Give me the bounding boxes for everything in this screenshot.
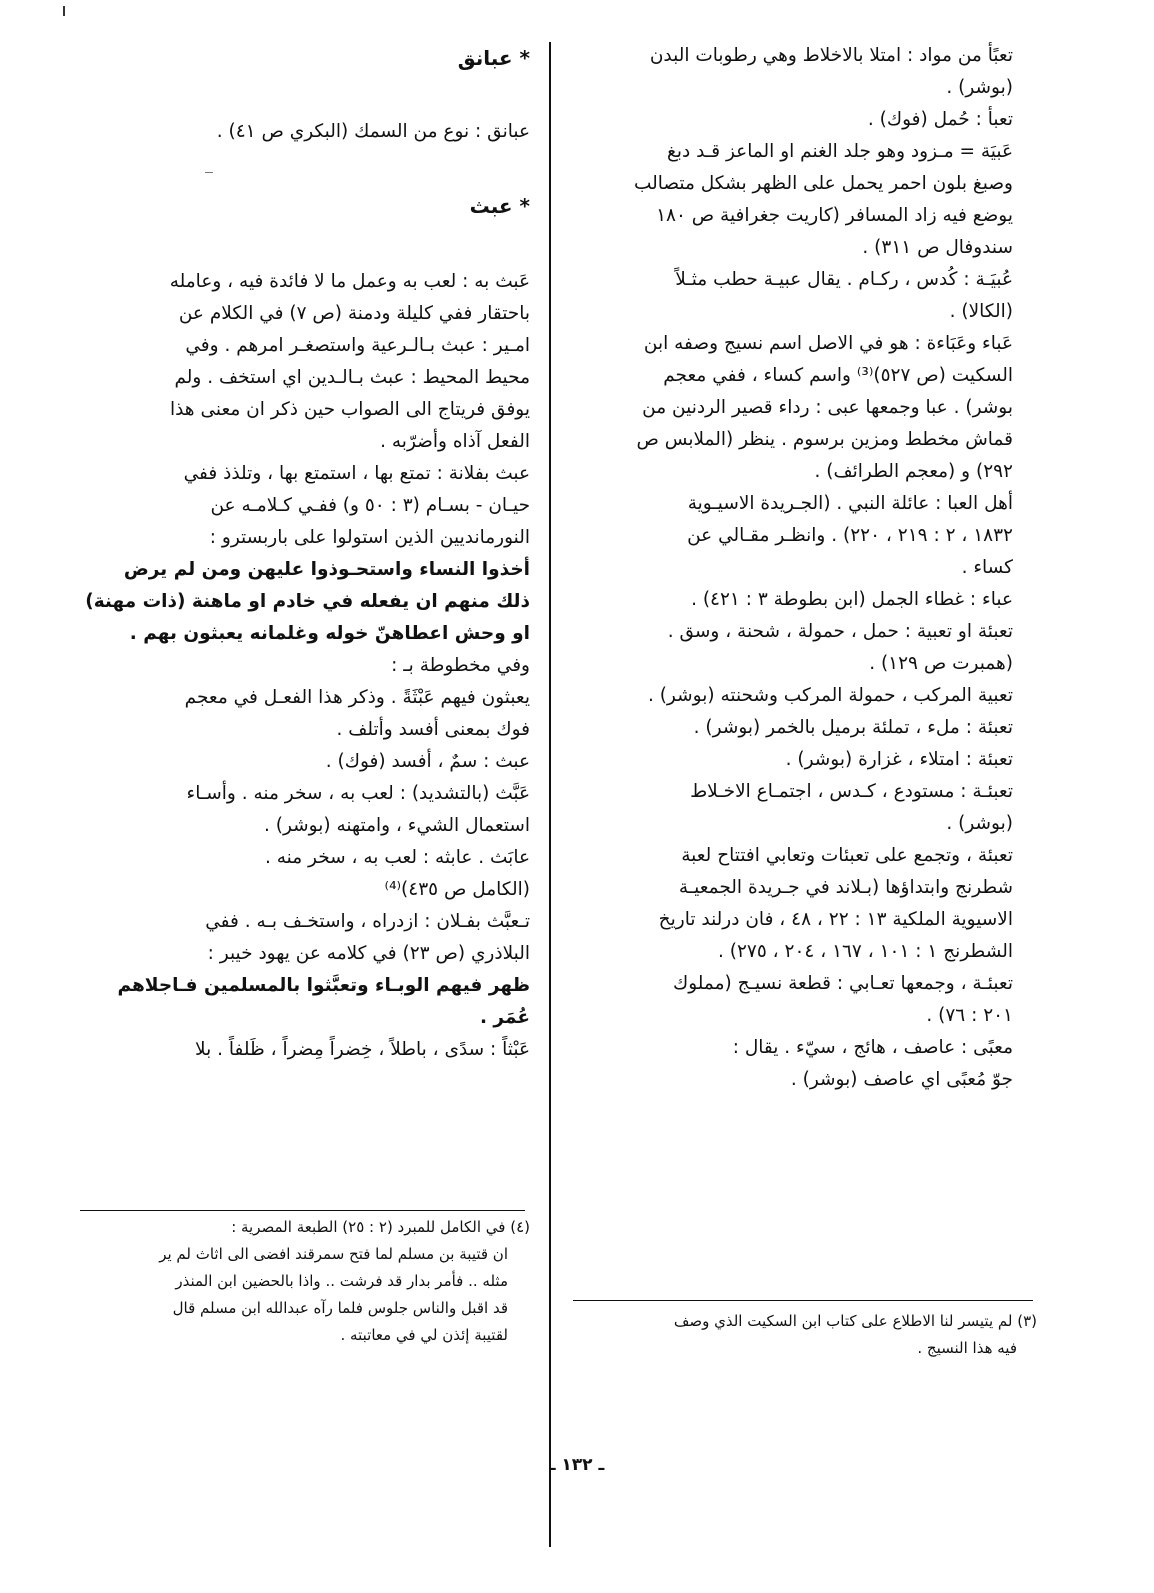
text-line: البلاذري (ص ٢٣) في كلامه عن يهود خيبر : <box>207 943 530 964</box>
text-line: يوضع فيه زاد المسافر (كاريت جغرافية ص ١٨٠ <box>656 205 1013 226</box>
entry-text: عبانق : نوع من السمك (البكري ص ٤١) . <box>216 121 530 142</box>
text-line: وفي مخطوطة بـ : <box>391 655 530 676</box>
text-line: (الكامل ص ٤٣٥)⁽⁴⁾ <box>384 879 530 900</box>
text-line: الفعل آذاه وأضرّبه . <box>380 431 530 452</box>
footnote-rule <box>80 1210 525 1211</box>
text-line: او وحش اعطاهنّ خوله وغلمانه يعبثون بهم . <box>129 623 530 644</box>
text-line: عباء : غطاء الجمل (ابن بطوطة ٣ : ٤٢١) . <box>691 589 1013 610</box>
footnote-line: (٤) في الكامل للمبرد (٢ : ٢٥) الطبعة المصرية : <box>231 1218 530 1236</box>
text-line: استعمال الشيء ، وامتهنه (بوشر) . <box>263 815 530 836</box>
text-line: تعبئة : ملء ، تملئة برميل بالخمر (بوشر) . <box>693 717 1013 738</box>
text-line: تعبية المركب ، حمولة المركب وشحنته (بوشر) . <box>647 685 1013 706</box>
left-column <box>80 40 530 1066</box>
text-line: جوّ مُعبًى اي عاصف (بوشر) . <box>790 1069 1013 1090</box>
text-line: وصبغ بلون احمر يحمل على الظهر بشكل متصالب <box>633 173 1013 194</box>
text-line: (الكالا) . <box>949 301 1013 322</box>
text-line: عَبَّث (بالتشديد) : لعب به ، سخر منه . وأسـاء <box>186 783 530 804</box>
text-line: يوفق فريتاج الى الصواب حين ذكر ان معنى هذا <box>169 399 530 420</box>
column-divider <box>549 42 551 1547</box>
footnote-line: (٣) لم يتيسر لنا الاطلاع على كتاب ابن السكيت الذي وصف <box>673 1312 1037 1330</box>
text-line: ذلك منهم ان يفعله في خادم او ماهنة (ذات مهنة) <box>85 591 530 612</box>
text-line: عَبث به : لعب به وعمل ما لا فائدة فيه ، وعامله <box>169 271 530 292</box>
text-line: تعبأ : حُمل (فوك) . <box>867 109 1013 130</box>
footnote-line: فيه هذا النسيج . <box>917 1339 1017 1357</box>
text-line: يعبثون فيهم عَبْثَةً . وذكر هذا الفعـل في معجم <box>184 687 530 708</box>
text-line: الشطرنج ١ : ١٠١ ، ١٦٧ ، ٢٠٤ ، ٢٧٥) . <box>717 941 1013 962</box>
text-line: كساء . <box>961 557 1013 578</box>
text-line: (بوشر) . <box>946 813 1013 834</box>
text-line: تعبئـة ، وجمعها تعـابي : قطعة نسيـج (مملوك <box>672 973 1013 994</box>
text-line: شطرنج وابتداؤها (بـلاند في جـريدة الجمعيـة <box>678 877 1013 898</box>
scan-mark <box>63 6 65 16</box>
text-line: عُمَر . <box>479 1007 530 1028</box>
text-line: سندوفال ص ٣١١) . <box>862 237 1013 258</box>
entry-heading: * عبانق <box>457 46 530 70</box>
text-line: بوشر) . عبا وجمعها عبى : رداء قصير الردنين من <box>642 397 1013 418</box>
text-line: عُبيَـة : كُدس ، ركـام . يقال عبيـة حطب مثـلاً <box>675 269 1013 290</box>
text-line: عَبيَة = مـزود وهو جلد الغنم او الماعز قـد دبغ <box>666 141 1013 162</box>
text-line: ظهر فيهم الوبـاء وتعبَّثوا بالمسلمين فـاجلاهم <box>117 975 530 996</box>
text-line: تعبًأ من مواد : امتلا بالاخلاط وهي رطوبات البدن <box>649 45 1013 66</box>
text-line: ٢٩٢) و (معجم الطرائف) . <box>814 461 1013 482</box>
text-line: محيط المحيط : عبث بـالـدين اي استخف . ولم <box>174 367 530 388</box>
text-line: الاسيوية الملكية ١٣ : ٢٢ ، ٤٨ ، فان درلند تاريخ <box>658 909 1013 930</box>
text-line: أخذوا النساء واستحـوذوا عليهن ومن لم يرض <box>123 559 530 580</box>
text-line: قماش مخطط ومزين برسوم . ينظر (الملابس ص <box>636 429 1013 450</box>
right-column <box>583 40 1013 1096</box>
text-line: ٢٠١ : ٧٦) . <box>926 1005 1013 1026</box>
text-line: باحتقار ففي كليلة ودمنة (ص ٧) في الكلام عن <box>178 303 530 324</box>
footnote-rule <box>573 1300 1033 1301</box>
text-line: عَبْثاً : سدًى ، باطلاً ، خِضراً مِضراً ، ظَلفاً . بلا <box>195 1039 530 1060</box>
text-line: تعبئة : امتلاء ، غزارة (بوشر) . <box>785 749 1013 770</box>
footnote-line: مثله .. فأمر بدار قد فرشت .. واذا بالحضين ابن المنذر <box>175 1272 508 1290</box>
footnote-line: ان قتيبة بن مسلم لما فتح سمرقند افضى الى اثاث لم ير <box>159 1245 508 1263</box>
footnote-right <box>575 1308 1037 1362</box>
text-line: عابَث . عابثه : لعب به ، سخر منه . <box>264 847 530 868</box>
text-line: (بوشر) . <box>946 77 1013 98</box>
text-line: تعبئة ، وتجمع على تعبئات وتعابي افتتاح لعبة <box>681 845 1013 866</box>
text-line: عبث : سمٌ ، أفسد (فوك) . <box>325 751 530 772</box>
text-line: عبث بفلانة : تمتع بها ، استمتع بها ، وتلذذ ففي <box>183 463 530 484</box>
footnote-line: قد اقبل والناس جلوس فلما رآه عبدالله ابن مسلم قال <box>172 1299 508 1317</box>
entry-heading: * عبث <box>469 194 530 218</box>
entry-block <box>80 266 530 1066</box>
text-line: ١٨٣٢ ، ٢ : ٢١٩ ، ٢٢٠) . وانظـر مقـالي عن <box>687 525 1013 546</box>
text-line: تعبئة او تعبية : حمل ، حمولة ، شحنة ، وسق . <box>667 621 1013 642</box>
page-number: ـ ١٣٢ ـ <box>549 1455 605 1475</box>
text-line: السكيت (ص ٥٢٧)⁽³⁾ واسم كساء ، ففي معجم <box>663 365 1013 386</box>
text-line: فوك بمعنى أفسد وأتلف . <box>336 719 530 740</box>
footnote-line: لقتيبة إئذن لي في معاتبته . <box>340 1326 508 1344</box>
text-line: حيـان - بسـام (٣ : ٥٠ و) ففـي كـلامـه عن <box>210 495 530 516</box>
text-line: النورمانديين الذين استولوا على باربسترو : <box>209 527 530 548</box>
text-line: (همبرت ص ١٢٩) . <box>869 653 1013 674</box>
text-line: أهل العبا : عائلة النبي . (الجـريدة الاسيـوية <box>687 493 1013 514</box>
footnote-left <box>70 1214 530 1349</box>
text-line: تعبئـة : مستودع ، كـدس ، اجتمـاع الاخـلاط <box>690 781 1013 802</box>
text-line: تـعبَّث بفـلان : ازدراه ، واستخـف بـه . ففي <box>205 911 530 932</box>
text-line: عَباء وعَبَاءة : هو في الاصل اسم نسيج وصفه ابن <box>643 333 1013 354</box>
text-line: معبًى : عاصف ، هائج ، سيّء . يقال : <box>732 1037 1013 1058</box>
text-line: امـير : عبث بـالـرعية واستصغـر امرهم . وفي <box>185 335 530 356</box>
